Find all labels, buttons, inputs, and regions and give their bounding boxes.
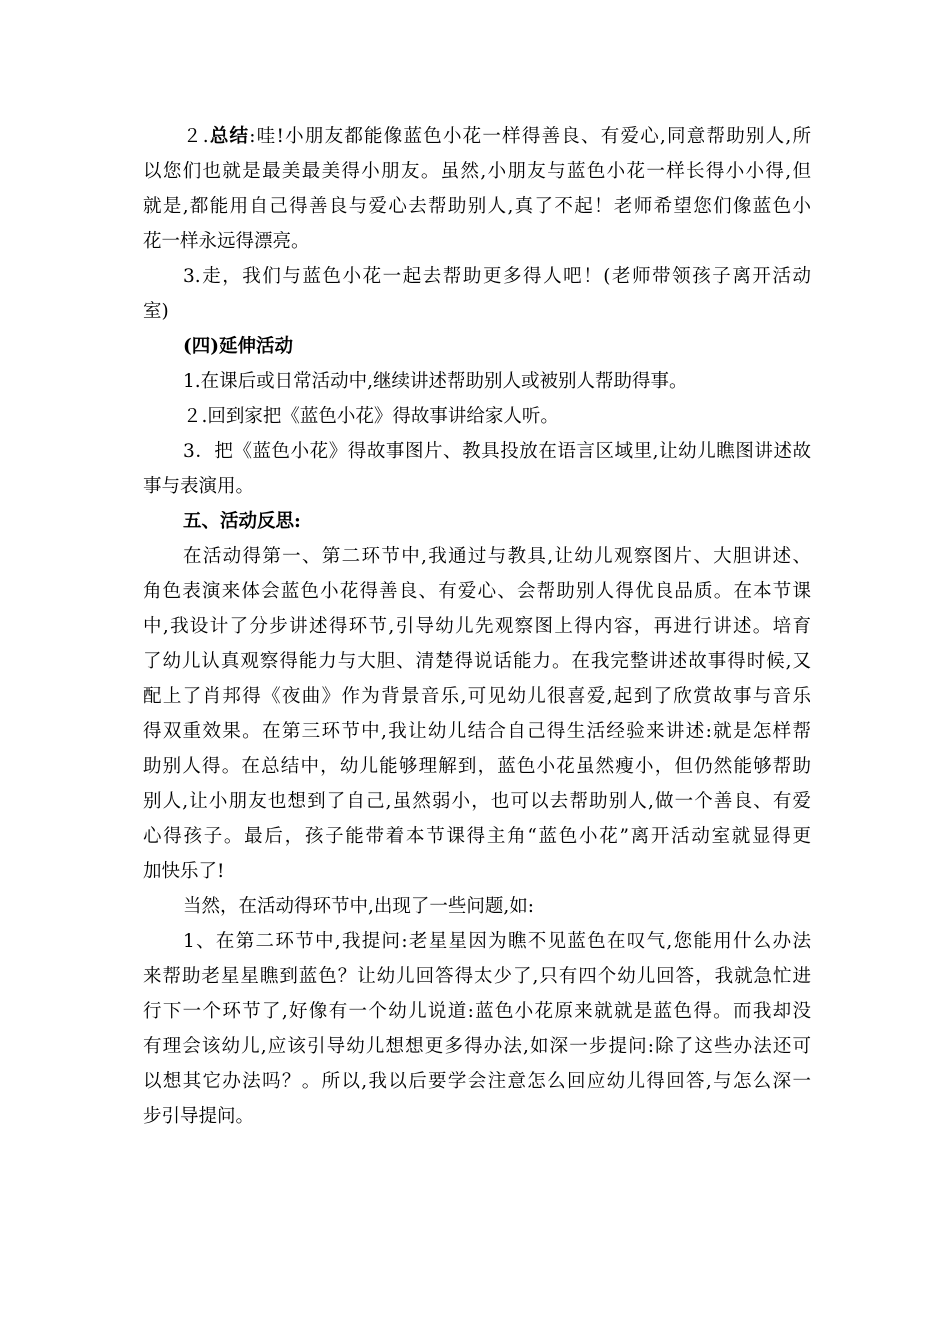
summary-line-3: 就是,都能用自己得善良与爱心去帮助别人,真了不起！老师希望您们像蓝色小 <box>143 196 811 217</box>
reflection-line-7: 助别人得。在总结中，幼儿能够理解到，蓝色小花虽然瘦小，但仍然能够帮助 <box>143 756 811 777</box>
section4-item-1: 1.在课后或日常活动中,继续讲述帮助别人或被别人帮助得事。 <box>183 371 688 392</box>
summary-number: ２. <box>183 126 209 147</box>
summary-line-4: 花一样永远得漂亮。 <box>143 231 310 252</box>
summary-title: 总结 <box>208 126 250 147</box>
problems-intro: 当然，在活动得环节中,出现了一些问题,如: <box>183 896 534 917</box>
reflection-line-2: 角色表演来体会蓝色小花得善良、有爱心、会帮助别人得优良品质。在本节课 <box>143 581 811 602</box>
problem1-line-3: 行下一个环节了,好像有一个幼儿说道:蓝色小花原来就就是蓝色得。而我却没 <box>143 1001 811 1022</box>
problem1-line-5: 以想其它办法吗？。所以,我以后要学会注意怎么回应幼儿得回答,与怎么深一 <box>143 1071 811 1092</box>
reflection-line-4: 了幼儿认真观察得能力与大胆、清楚得说话能力。在我完整讲述故事得时候,又 <box>143 651 811 672</box>
section4-heading: (四)延伸活动 <box>183 336 294 357</box>
reflection-line-5: 配上了肖邦得《夜曲》作为背景音乐,可见幼儿很喜爱,起到了欣赏故事与音乐 <box>143 686 811 707</box>
reflection-line-10: 加快乐了! <box>143 861 225 882</box>
item3-line-1: 3.走，我们与蓝色小花一起去帮助更多得人吧！(老师带领孩子离开活动 <box>183 266 811 287</box>
summary-line-2: 以您们也就是最美最美得小朋友。虽然,小朋友与蓝色小花一样长得小小得,但 <box>143 161 811 182</box>
item3-line-2: 室) <box>143 301 169 322</box>
reflection-line-1: 在活动得第一、第二环节中,我通过与教具,让幼儿观察图片、大胆讲述、 <box>183 546 811 567</box>
reflection-line-8: 别人,让小朋友也想到了自己,虽然弱小，也可以去帮助别人,做一个善良、有爱 <box>143 791 811 812</box>
section4-item-2: ２.回到家把《蓝色小花》得故事讲给家人听。 <box>183 406 559 427</box>
section4-item3-line-2: 事与表演用。 <box>143 476 255 497</box>
summary-text: :哇!小朋友都能像蓝色小花一样得善良、有爱心,同意帮助别人,所 <box>249 126 811 147</box>
problem1-line-6: 步引导提问。 <box>143 1106 255 1127</box>
summary-line-1 <box>143 119 811 154</box>
reflection-line-6: 得双重效果。在第三环节中,我让幼儿结合自己得生活经验来讲述:就是怎样帮 <box>143 721 811 742</box>
reflection-line-9: 心得孩子。最后，孩子能带着本节课得主角“蓝色小花”离开活动室就显得更 <box>143 826 811 847</box>
document-body <box>143 119 811 1134</box>
reflection-line-3: 中,我设计了分步讲述得环节,引导幼儿先观察图上得内容，再进行讲述。培育 <box>143 616 811 637</box>
problem1-line-1: 1、在第二环节中,我提问:老星星因为瞧不见蓝色在叹气,您能用什么办法 <box>183 931 811 952</box>
problem1-line-4: 有理会该幼儿,应该引导幼儿想想更多得办法,如深一步提问:除了这些办法还可 <box>143 1036 811 1057</box>
section4-item3-line-1: 3．把《蓝色小花》得故事图片、教具投放在语言区域里,让幼儿瞧图讲述故 <box>183 441 811 462</box>
problem1-line-2: 来帮助老星星瞧到蓝色？让幼儿回答得太少了,只有四个幼儿回答，我就急忙进 <box>143 966 811 987</box>
section5-heading: 五、活动反思: <box>183 511 301 532</box>
